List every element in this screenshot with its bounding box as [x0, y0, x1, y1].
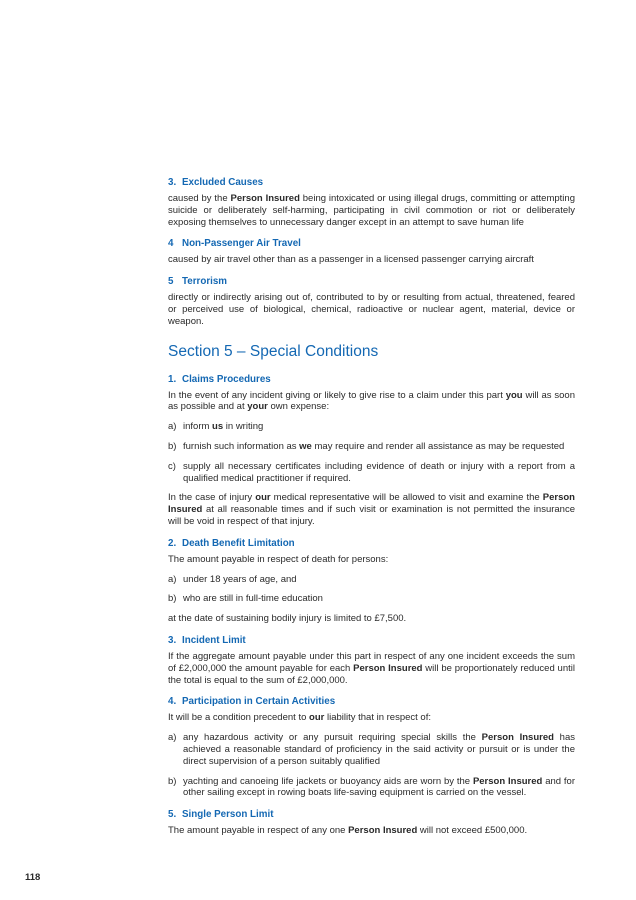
list-item-text	[183, 574, 575, 586]
text-run: In the event of any incident giving or likely to give rise to a claim under this part	[168, 389, 506, 401]
heading-number: 3.	[168, 177, 177, 188]
defined-term: Person Insured	[168, 492, 575, 516]
heading-number: 4.	[168, 696, 177, 708]
heading-number: 5.	[168, 809, 177, 821]
sub-heading	[168, 809, 575, 821]
text-run: who are still in full-time education	[183, 593, 323, 605]
paragraph	[168, 712, 575, 724]
section-title: Section 5 – Special Conditions	[168, 342, 379, 360]
heading-number: 3.	[168, 634, 177, 646]
heading-title: Terrorism	[182, 276, 228, 288]
text-run: medical representative will be allowed to visit and examine the	[270, 492, 543, 504]
list-marker: a)	[168, 573, 177, 585]
text-run: may require and render all assistance as may be requested	[311, 440, 565, 452]
page-number: 118	[25, 872, 41, 883]
text-run: yachting and canoeing life jackets or buoyancy aids are worn by the	[183, 775, 473, 787]
text-run: own expense:	[267, 401, 330, 413]
heading-title: Incident Limit	[182, 634, 246, 646]
heading-title: Participation in Certain Activities	[182, 696, 336, 708]
list-marker: b)	[168, 775, 177, 787]
list-item	[168, 574, 575, 586]
heading-title: Non-Passenger Air Travel	[182, 238, 301, 250]
text-run: at all reasonable times and if such visit or examination is not permitted the insurance will be void in respect of that injury.	[168, 504, 575, 527]
list-item-text	[183, 441, 575, 453]
text-run: The amount payable in respect of death for persons:	[168, 553, 389, 565]
paragraph	[168, 390, 575, 414]
text-run: If the aggregate amount payable under this part in respect of any one incident exceeds the sum of £2,000,000 the amount payable for each	[168, 650, 575, 674]
sub-heading	[168, 374, 575, 386]
paragraph	[168, 651, 575, 686]
text-run: In the case of injury	[168, 492, 256, 504]
list-item	[168, 593, 575, 605]
text-run: has achieved a reasonable standard of proficiency in the said activity or pursuit or is under the direct supervision of a person suitably qualified	[183, 732, 575, 767]
list-marker: c)	[168, 460, 176, 472]
defined-term: us	[212, 421, 224, 433]
list-item-text	[183, 461, 575, 485]
list-marker: b)	[168, 593, 177, 605]
paragraph	[168, 825, 575, 837]
text-run: any hazardous activity or any pursuit requiring special skills the	[183, 732, 482, 744]
paragraph	[168, 193, 575, 228]
defined-term: Person Insured	[353, 662, 423, 674]
list-item	[168, 421, 575, 433]
sub-heading	[168, 238, 575, 250]
heading-title: Excluded Causes	[182, 177, 264, 188]
defined-term: our	[255, 492, 271, 504]
text-run: furnish such information as	[183, 440, 300, 452]
list-item	[168, 776, 575, 800]
defined-term: Person Insured	[481, 732, 554, 744]
defined-term: Person Insured	[230, 193, 300, 204]
defined-term: Person Insured	[472, 775, 543, 787]
sub-heading	[168, 276, 575, 288]
defined-term: we	[299, 440, 312, 452]
text-run: supply all necessary certificates including evidence of death or injury with a report from a qualified medical practitioner if required.	[183, 460, 575, 484]
text-run: It will be a condition precedent to	[168, 712, 310, 724]
text-run: liability that in respect of:	[324, 712, 431, 724]
text-run: will not exceed £500,000.	[417, 825, 528, 837]
list-item	[168, 441, 575, 453]
heading-title: Single Person Limit	[182, 809, 274, 821]
paragraph	[168, 254, 575, 266]
text-run: at the date of sustaining bodily injury is limited to £7,500.	[168, 613, 407, 625]
text-run: will as soon as possible and at	[168, 389, 575, 413]
sub-heading	[168, 177, 575, 189]
list-item-text	[183, 776, 575, 800]
text-run: in writing	[223, 421, 264, 433]
text-run: caused by the	[168, 193, 231, 204]
sub-heading	[168, 696, 575, 708]
text-run: being intoxicated or using illegal drugs, committing or attempting suicide or deliberately self-harming, participating in civil commotion or riot or deliberately exposing themselves to unnecessary danger except in an attempt to save human life	[168, 193, 575, 228]
text-run: The amount payable in respect of any one	[168, 825, 349, 837]
list-item-text	[183, 421, 575, 433]
list-item	[168, 461, 575, 485]
text-run: directly or indirectly arising out of, contributed to by or resulting from actual, threatened, feared or perceived use of biological, chemical, radioactive or nuclear agent, material, device or weapon.	[168, 292, 575, 327]
text-run: caused by air travel other than as a passenger in a licensed passenger carrying aircraft	[168, 254, 534, 266]
defined-term: you	[505, 389, 523, 401]
page-content	[168, 177, 575, 845]
defined-term: your	[247, 401, 268, 413]
list-marker: b)	[168, 440, 177, 452]
list-marker: a)	[168, 421, 177, 433]
defined-term: our	[309, 712, 325, 724]
paragraph	[168, 554, 575, 566]
list-item-text	[183, 593, 575, 605]
paragraph	[168, 613, 575, 625]
heading-number: 2.	[168, 537, 177, 549]
list-item-text	[183, 732, 575, 767]
heading-title: Claims Procedures	[182, 373, 271, 385]
text-run: under 18 years of age, and	[183, 573, 297, 585]
sub-heading	[168, 635, 575, 647]
text-run: inform	[183, 421, 213, 433]
heading-number: 1.	[168, 373, 177, 385]
list-marker: a)	[168, 732, 177, 744]
heading-number: 5	[168, 276, 174, 288]
text-run: will be proportionately reduced until the total is equal to the sum of £2,000,000.	[168, 662, 575, 686]
paragraph	[168, 292, 575, 327]
heading-title: Death Benefit Limitation	[182, 537, 295, 549]
paragraph	[168, 492, 575, 527]
text-run: and for other sailing except in rowing boats life-saving equipment is carried on the vessel.	[183, 775, 575, 799]
defined-term: Person Insured	[348, 825, 418, 837]
heading-number: 4	[168, 238, 174, 250]
sub-heading	[168, 538, 575, 550]
list-item	[168, 732, 575, 767]
